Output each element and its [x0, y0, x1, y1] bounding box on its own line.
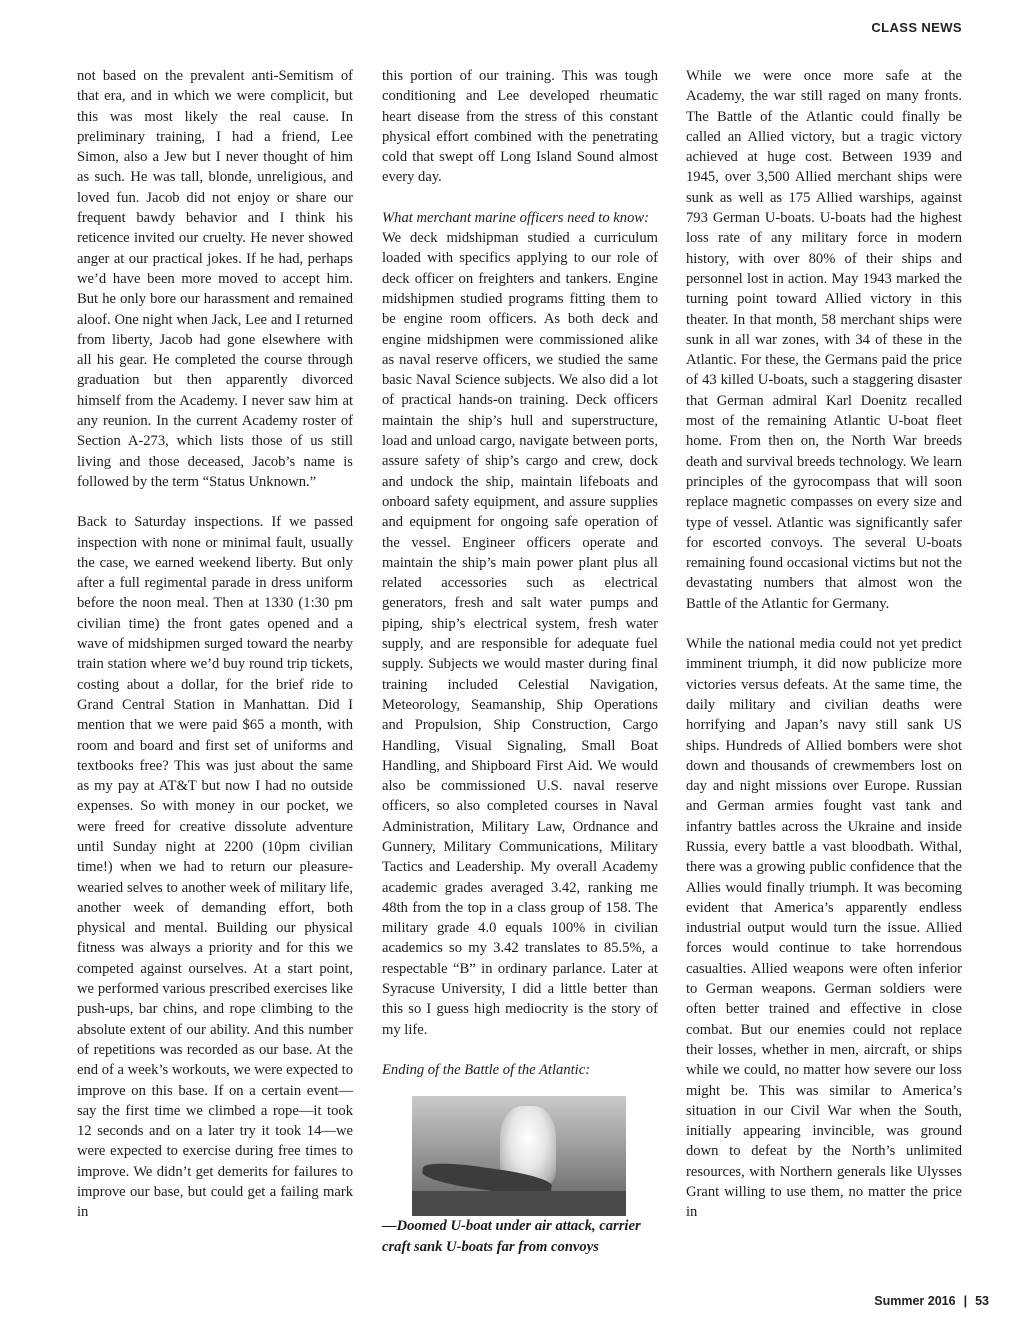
footer-separator: |	[963, 1294, 968, 1308]
u-boat-attack-photo	[412, 1096, 626, 1216]
paragraph: While the national media could not yet predict imminent triumph, it did now publicize more victories versus defeats. At the same time, the daily military and civilian deaths were horrifying and Japan’s navy still sank US ships. Hundreds of Allied bombers were shot down and thousands of crewmembers lost on day and night missions over Europe. Russian and German armies fought vast tank and infantry battles across the Ukraine and inside Russia, every battle a vast bloodbath. Withal, there was a growing public confidence that the Allies would finally triumph. It was becoming evident that America’s apparently endless industrial output would turn the issue. Allied forces would continue to take horrendous casualties. Allied weapons were often inferior to German weapons. German soldiers were often better trained and effective in close combat. But our enemies could not replace their losses, whether in men, aircraft, or ships while we could, no matter how severe our loss might be. This was similar to America’s situation in our Civil War when the South, initially appearing invincible, was ground down to defeat by the North’s unlimited resources, with Northern generals like Ulysses Grant willing to use them, no matter the price in	[686, 636, 962, 1221]
section-header: CLASS NEWS	[871, 20, 962, 35]
page-footer	[874, 1294, 989, 1308]
issue-label: Summer 2016	[874, 1294, 956, 1308]
sea-surface	[412, 1191, 626, 1216]
subheading: What merchant marine officers need to know:	[382, 209, 649, 226]
paragraph: Back to Saturday inspections. If we passed inspection with none or minimal fault, usually the case, we earned weekend liberty. But only after a full regimental parade in dress uniform before the noon meal. Then at 1330 (1:30 pm civilian time) the front gates opened and a wave of midshipmen surged toward the nearby train station where we’d buy round trip tickets, costing about a dollar, for the brief ride to Grand Central Station in Manhattan. Did I mention that we were paid $65 a month, with room and board and first set of uniforms and textbooks free? This was just about the same as my pay at AT&T but now I had no outside expenses. So with money in our pocket, we were freed for creative dissolute adventure until Sunday night at 2200 (10pm civilian time!) when we had to return our pleasure-wearied selves to another week of military life, another week of demanding effort, both physical and mental. Building our physical fitness was always a priority and for this we competed against ourselves. At a start point, we performed various prescribed exercises like push-ups, bar chins, and rope climbing to the absolute extent of our ability. And this number of repetitions was recorded as our base. At the end of a week’s workouts, we were expected to improve on this base. If on a certain event—say the first time we climbed a rope—it took 12 seconds and on a later try it took 14—we were expected to exercise during free times to improve. We didn’t get demerits for failures to improve our base, but could get a failing mark in	[77, 514, 353, 1221]
subheading: Ending of the Battle of the Atlantic:	[382, 1061, 591, 1078]
page-number: 53	[975, 1294, 989, 1308]
article-column-3	[686, 66, 962, 1223]
paragraph: this portion of our training. This was tough conditioning and Lee developed rheumatic heart disease from the stress of this constant physical effort combined with the penetrating cold that swept off Long Island Sound almost every day.	[382, 68, 658, 186]
paragraph: not based on the prevalent anti-Semitism of that era, and in which we were complicit, but this was most likely the real cause. In preliminary training, I had a friend, Lee Simon, also a Jew but I never thought of him as such. He was tall, blonde, unreligious, and loved fun. Jacob did not enjoy or share our frequent bawdy behavior and I think his reticence invited our cruelty. He never showed anger at our practical jokes. If he had, perhaps we’d have been more moved to accept him. But he only bore our harassment and remained aloof. One night when Jack, Lee and I returned from liberty, Jacob had gone elsewhere with all his gear. He completed the course through graduation but then apparently divorced himself from the Academy. I never saw him at any reunion. In the current Academy roster of Section A-273, which lists those of us still living and those deceased, Jacob’s name is followed by the term “Status Unknown.”	[77, 68, 353, 490]
article-column-2	[382, 66, 658, 1257]
paragraph: We deck midshipman studied a curriculum loaded with specifics applying to our role of deck officer on freighters and tankers. Engine midshipmen studied programs fitting them to be engine room officers. As both deck and engine midshipmen were commissioned alike as naval reserve officers, we studied the same basic Naval Science subjects. We also did a lot of practical hands-on training. Deck officers maintain the ship’s hull and superstructure, load and unload cargo, navigate between ports, assure safety of ship’s cargo and crew, dock and undock the ship, maintain lifeboats and onboard safety equipment, and assure supplies and equipment for ongoing safe operation of the vessel. Engineer officers operate and maintain the ship’s main power plant plus all related accessories such as electrical generators, fresh and salt water pumps and piping, ship’s electrical system, fresh water supply, and are responsible for adequate fuel supply. Subjects we would master during final training included Celestial Navigation, Meteorology, Seamanship, Ship Operations and Propulsion, Ship Construction, Cargo Handling, Visual Signaling, Small Boat Handling, and Shipboard First Aid. We would also be commissioned U.S. naval reserve officers, so also completed courses in Naval Administration, Military Law, Ordnance and Gunnery, Military Communications, Military Tactics and Leadership. My overall Academy academic grades averaged 3.42, ranking me 48th from the top in a class group of 158. The military grade 4.0 equals 100% in civilian academics so my 3.42 translates to 85.5%, a respectable “B” in ordinary parlance. Later at Syracuse University, I did a little better than this so I guess high mediocrity is the story of my life.	[382, 230, 658, 1038]
article-column-1	[77, 66, 353, 1223]
photo-caption: —Doomed U-boat under air attack, carrier craft sank U-boats far from convoys	[382, 1218, 641, 1255]
paragraph: While we were once more safe at the Academy, the war still raged on many fronts. The Battle of the Atlantic could finally be called an Allied victory, but a tragic victory achieved at huge cost. Between 1939 and 1945, over 3,500 Allied merchant ships were sunk as well as 175 Allied warships, against 793 German U-boats. U-boats had the highest loss rate of any military force in modern history, with over 80% of their ships and personnel lost in action. May 1943 marked the turning point toward Allied victory in this theater. In that month, 58 merchant ships were sunk in all war zones, with 34 of these in the Atlantic. For these, the Germans paid the price of 43 killed U-boats, such a staggering disaster that German admiral Karl Doenitz recalled most of the remaining Atlantic U-boat fleet home. From then on, the North War breeds death and survival breeds technology. We learn principles of the gyrocompass that will soon replace magnetic compasses on every size and type of vessel. Atlantic was significantly safer for escorted convoys. The several U-boats remaining found occasional victims but not the devastating numbers that almost won the Battle of the Atlantic for Germany.	[686, 68, 962, 612]
